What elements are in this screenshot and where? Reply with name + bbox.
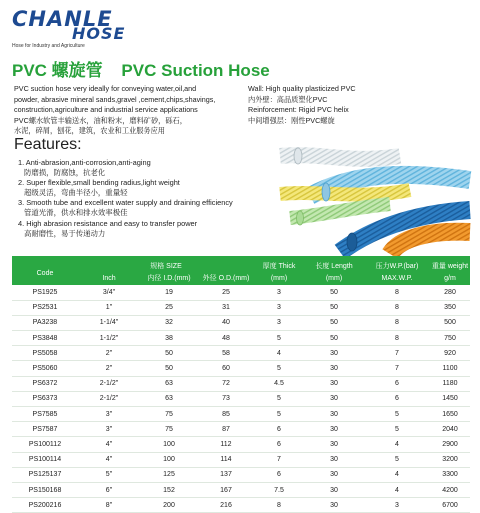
spec-line: 中间增强层：刚性PVC螺旋 (248, 115, 335, 125)
table-cell-thick: 4.5 (254, 376, 304, 391)
table-cell-id: 25 (140, 300, 198, 315)
table-cell-length: 30 (304, 437, 364, 452)
table-row (12, 437, 470, 452)
table-cell-code: PS5058 (12, 346, 78, 361)
table-cell-thick: 3 (254, 315, 304, 330)
header-weight-unit: g/m (430, 271, 470, 285)
table-cell-thick: 6 (254, 422, 304, 437)
description-line: construction,agriculture and industrial service applications (14, 105, 198, 115)
table-cell-od: 73 (198, 391, 254, 406)
spec-table (12, 256, 470, 513)
table-row (12, 407, 470, 422)
header-inch: Inch (78, 271, 140, 285)
table-cell-id: 100 (140, 437, 198, 452)
feature-item: 3. Smooth tube and excellent water supply and draining efficiency (18, 198, 233, 208)
table-cell-thick: 8 (254, 498, 304, 513)
table-cell-inch: 4" (78, 452, 140, 467)
description-line: powder, abrasive mineral sands,gravel ,cement,chips,shavings, (14, 94, 216, 104)
table-cell-wp: 6 (364, 376, 430, 391)
table-cell-thick: 6 (254, 437, 304, 452)
table-cell-length: 30 (304, 376, 364, 391)
table-cell-code: PS1925 (12, 285, 78, 300)
table-cell-weight: 1650 (430, 407, 470, 422)
table-cell-inch: 6" (78, 482, 140, 497)
header-code: Code (12, 256, 78, 285)
header-thick-unit: (mm) (254, 271, 304, 285)
spec-table-body (12, 285, 470, 513)
brand-name-bottom: HOSE (72, 24, 126, 43)
table-cell-length: 30 (304, 361, 364, 376)
table-cell-od: 87 (198, 422, 254, 437)
table-cell-wp: 5 (364, 422, 430, 437)
features-heading: Features: (14, 136, 82, 153)
feature-item-cn: 高耐磨性，易于传递动力 (24, 228, 106, 238)
table-cell-wp: 8 (364, 331, 430, 346)
description-line: 水泥，碎屑，刨花，建筑，农业和工业服务应用 (14, 126, 165, 136)
header-length-unit: (mm) (304, 271, 364, 285)
header-size: 规格 SIZE (78, 256, 254, 271)
product-title-en: PVC Suction Hose (121, 61, 270, 80)
header-od: 外径 O.D.(mm) (198, 271, 254, 285)
table-cell-weight: 1450 (430, 391, 470, 406)
table-cell-weight: 750 (430, 331, 470, 346)
product-photo (280, 134, 470, 254)
table-cell-weight: 2040 (430, 422, 470, 437)
table-cell-weight: 1180 (430, 376, 470, 391)
table-cell-wp: 7 (364, 346, 430, 361)
table-cell-id: 63 (140, 391, 198, 406)
table-cell-code: PS3848 (12, 331, 78, 346)
table-cell-inch: 3/4" (78, 285, 140, 300)
table-cell-id: 125 (140, 467, 198, 482)
table-cell-wp: 8 (364, 300, 430, 315)
description-line: PVC螺水软管丰输送水，油和粉末，磨料矿砂，砾石， (14, 115, 187, 125)
spec-line: Reinforcement: Rigid PVC helix (248, 105, 349, 115)
table-cell-id: 32 (140, 315, 198, 330)
feature-item: 4. High abrasion resistance and easy to transfer power (18, 218, 198, 228)
table-cell-weight: 6700 (430, 498, 470, 513)
table-cell-inch: 2-1/2" (78, 391, 140, 406)
table-cell-length: 30 (304, 498, 364, 513)
table-cell-id: 50 (140, 361, 198, 376)
spec-line: Wall: High quality plasticized PVC (248, 84, 356, 93)
table-row (12, 498, 470, 513)
table-row (12, 422, 470, 437)
table-cell-id: 152 (140, 482, 198, 497)
table-cell-thick: 6 (254, 467, 304, 482)
table-cell-length: 50 (304, 285, 364, 300)
table-cell-length: 30 (304, 407, 364, 422)
table-cell-id: 75 (140, 422, 198, 437)
table-row (12, 376, 470, 391)
table-cell-id: 19 (140, 285, 198, 300)
spec-line: 内外壁：高品质塑化PVC (248, 94, 328, 104)
header-wp-unit: MAX.W.P. (364, 271, 430, 285)
table-cell-inch: 4" (78, 437, 140, 452)
table-row (12, 452, 470, 467)
table-cell-code: PA3238 (12, 315, 78, 330)
product-specs (248, 84, 448, 126)
header-thick: 厚度 Thick (254, 256, 304, 271)
table-cell-thick: 4 (254, 346, 304, 361)
table-cell-weight: 3300 (430, 467, 470, 482)
table-cell-weight: 350 (430, 300, 470, 315)
product-title (12, 56, 284, 81)
table-cell-code: PS7587 (12, 422, 78, 437)
table-cell-inch: 5" (78, 467, 140, 482)
table-row (12, 331, 470, 346)
table-cell-inch: 2" (78, 346, 140, 361)
table-cell-od: 85 (198, 407, 254, 422)
table-cell-wp: 6 (364, 391, 430, 406)
table-cell-inch: 2" (78, 361, 140, 376)
table-cell-code: PS100114 (12, 452, 78, 467)
header-wp: 压力W.P.(bar) (364, 256, 430, 271)
table-cell-length: 30 (304, 391, 364, 406)
table-cell-inch: 2-1/2" (78, 376, 140, 391)
table-cell-wp: 5 (364, 407, 430, 422)
brand-logo (12, 8, 142, 52)
table-cell-wp: 7 (364, 361, 430, 376)
header-id: 内径 I.D.(mm) (140, 271, 198, 285)
table-cell-code: PS6373 (12, 391, 78, 406)
table-cell-length: 30 (304, 346, 364, 361)
table-row (12, 300, 470, 315)
table-row (12, 391, 470, 406)
features-list (18, 158, 248, 239)
table-cell-od: 31 (198, 300, 254, 315)
table-row (12, 467, 470, 482)
table-cell-code: PS6372 (12, 376, 78, 391)
table-cell-length: 50 (304, 331, 364, 346)
brand-tagline: Hose for Industry and Agriculture (12, 43, 85, 49)
table-cell-weight: 280 (430, 285, 470, 300)
table-cell-od: 48 (198, 331, 254, 346)
table-row (12, 315, 470, 330)
table-cell-length: 30 (304, 467, 364, 482)
table-cell-od: 112 (198, 437, 254, 452)
table-cell-code: PS125137 (12, 467, 78, 482)
table-cell-od: 114 (198, 452, 254, 467)
header-length: 长度 Length (304, 256, 364, 271)
table-cell-id: 50 (140, 346, 198, 361)
table-cell-od: 72 (198, 376, 254, 391)
table-cell-thick: 5 (254, 391, 304, 406)
table-cell-inch: 1-1/4" (78, 315, 140, 330)
table-cell-thick: 3 (254, 300, 304, 315)
feature-item: 2. Super flexible,small bending radius,light weight (18, 178, 180, 188)
table-cell-thick: 5 (254, 407, 304, 422)
table-cell-length: 30 (304, 482, 364, 497)
brand-name-top: CHANLE (12, 7, 113, 31)
table-cell-inch: 1-1/2" (78, 331, 140, 346)
table-cell-od: 216 (198, 498, 254, 513)
table-cell-od: 167 (198, 482, 254, 497)
table-cell-code: PS2531 (12, 300, 78, 315)
table-cell-od: 137 (198, 467, 254, 482)
table-cell-inch: 3" (78, 422, 140, 437)
table-cell-weight: 3200 (430, 452, 470, 467)
table-row (12, 361, 470, 376)
table-cell-id: 200 (140, 498, 198, 513)
feature-item: 1. Anti-abrasion,anti-corrosion,anti-aging (18, 158, 151, 167)
table-cell-wp: 3 (364, 498, 430, 513)
table-cell-code: PS100112 (12, 437, 78, 452)
table-row (12, 285, 470, 300)
table-cell-inch: 3" (78, 407, 140, 422)
table-cell-weight: 4200 (430, 482, 470, 497)
table-cell-wp: 8 (364, 285, 430, 300)
table-cell-weight: 920 (430, 346, 470, 361)
feature-item-cn: 防磨损，防腐蚀，抗老化 (24, 168, 106, 178)
table-cell-od: 60 (198, 361, 254, 376)
table-cell-weight: 1100 (430, 361, 470, 376)
table-cell-wp: 4 (364, 482, 430, 497)
table-cell-inch: 8" (78, 498, 140, 513)
table-cell-thick: 7 (254, 452, 304, 467)
table-cell-id: 100 (140, 452, 198, 467)
table-cell-length: 50 (304, 315, 364, 330)
table-cell-id: 75 (140, 407, 198, 422)
table-row (12, 346, 470, 361)
table-cell-wp: 4 (364, 467, 430, 482)
table-cell-length: 50 (304, 300, 364, 315)
table-row (12, 482, 470, 497)
table-cell-id: 38 (140, 331, 198, 346)
table-cell-code: PS150168 (12, 482, 78, 497)
table-cell-thick: 5 (254, 331, 304, 346)
table-cell-code: PS7585 (12, 407, 78, 422)
table-cell-length: 30 (304, 452, 364, 467)
spec-table-container (12, 256, 470, 513)
table-cell-id: 63 (140, 376, 198, 391)
product-description (14, 84, 239, 137)
table-cell-weight: 500 (430, 315, 470, 330)
table-cell-od: 40 (198, 315, 254, 330)
table-cell-code: PS5060 (12, 361, 78, 376)
table-cell-wp: 5 (364, 452, 430, 467)
feature-item-cn: 超级灵活，弯曲半径小，重量轻 (24, 188, 128, 198)
table-cell-code: PS200216 (12, 498, 78, 513)
description-line: PVC suction hose very ideally for conveying water,oil,and (14, 84, 197, 93)
table-cell-wp: 4 (364, 437, 430, 452)
header-weight: 重量 weight (430, 256, 470, 271)
table-cell-thick: 7.5 (254, 482, 304, 497)
table-cell-od: 25 (198, 285, 254, 300)
table-cell-thick: 5 (254, 361, 304, 376)
table-cell-inch: 1" (78, 300, 140, 315)
table-cell-weight: 2900 (430, 437, 470, 452)
table-cell-thick: 3 (254, 285, 304, 300)
feature-item-cn: 管道光滑，供水和排水效率极佳 (24, 208, 128, 218)
table-cell-od: 58 (198, 346, 254, 361)
table-cell-wp: 8 (364, 315, 430, 330)
product-title-cn: PVC 螺旋管 (12, 61, 103, 80)
table-cell-length: 30 (304, 422, 364, 437)
